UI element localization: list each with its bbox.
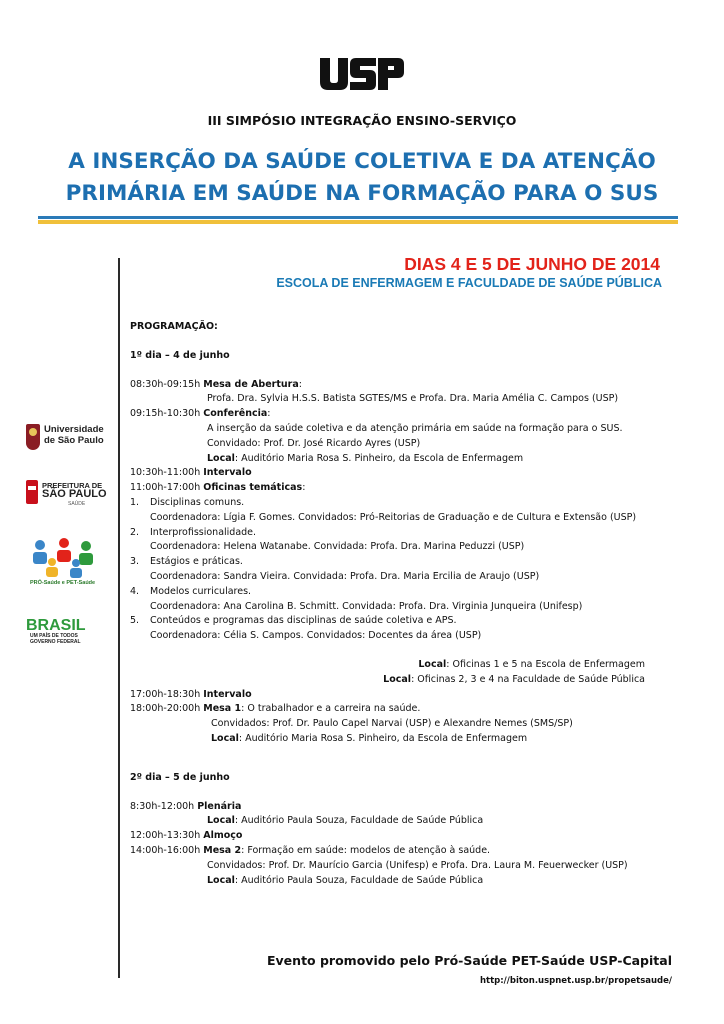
session-time: 10:30h-11:00h [130, 467, 204, 479]
session-conference [130, 407, 690, 422]
brasil-caption-line-1: UM PAÍS DE TODOS [30, 633, 78, 639]
workshop-coordinator: Coordenadora: Sandra Vieira. Convidada: Profa. Dra. Maria Ercilia de Araujo (USP) [150, 570, 540, 582]
session-title: Intervalo [203, 688, 252, 700]
session-conference-guest: Convidado: Prof. Dr. José Ricardo Ayres (USP) [207, 437, 421, 449]
local-value: : Oficinas 2, 3 e 4 na Faculdade de Saúde Pública [411, 673, 645, 685]
workshop-number: 3. [130, 556, 140, 568]
brasil-text: BRASIL [26, 617, 86, 632]
session-plenary [130, 800, 690, 815]
session-time: 11:00h-17:00h [130, 482, 204, 494]
session-break-1 [130, 466, 690, 481]
session-title: Mesa 2 [203, 844, 242, 856]
main-title [0, 146, 724, 210]
session-time: 8:30h-12:00h [130, 800, 198, 812]
usp-university-line-2: de São Paulo [44, 435, 104, 446]
workshop-title: Conteúdos e programas das disciplinas de saúde coletiva e APS. [150, 615, 457, 627]
session-time: 09:15h-10:30h [130, 408, 204, 420]
pro-saude-logo [24, 536, 114, 592]
main-title-line-2: PRIMÁRIA EM SAÚDE NA FORMAÇÃO PARA O SUS [65, 181, 659, 206]
brasil-caption [30, 633, 81, 645]
session-time: 08:30h-09:15h [130, 378, 204, 390]
session-time: 14:00h-16:00h [130, 844, 204, 856]
workshop-item [130, 555, 690, 570]
session-title: Plenária [197, 800, 242, 812]
workshop-number: 1. [130, 496, 140, 508]
workshop-item [130, 526, 690, 541]
local-label: Local [207, 874, 235, 886]
main-title-line-1: A INSERÇÃO DA SAÚDE COLETIVA E DA ATENÇÃO [68, 149, 656, 174]
vertical-divider [118, 258, 120, 978]
session-break-2 [130, 688, 690, 703]
session-panel-2-local [130, 874, 690, 889]
pro-saude-caption: PRÓ-Saúde e PET-Saúde [30, 580, 96, 586]
promoter-line: Evento promovido pelo Pró-Saúde PET-Saúde USP-Capital [267, 953, 672, 968]
session-title: Almoço [203, 830, 243, 842]
session-panel-1-local [130, 732, 690, 747]
workshop-coordinator: Coordenadora: Ana Carolina B. Schmitt. Convidada: Profa. Dra. Virginia Junqueira (Unifesp) [150, 600, 583, 612]
session-conference-topic: A inserção da saúde coletiva e da atenção primária em saúde na formação para o SUS. [207, 422, 623, 434]
local-label: Local [207, 452, 235, 464]
workshops-local-2 [130, 673, 690, 688]
local-label: Local [383, 673, 412, 685]
local-label: Local [418, 658, 447, 670]
usp-university-name [44, 424, 104, 446]
local-value: : Oficinas 1 e 5 na Escola de Enfermagem [446, 658, 645, 670]
session-time: 12:00h-13:30h [130, 830, 204, 842]
session-colon: : [302, 482, 306, 494]
session-panel-2-guests: Convidados: Prof. Dr. Maurício Garcia (Unifesp) e Profa. Dra. Laura M. Feuerwecker (USP) [207, 859, 628, 871]
session-time: 18:00h-20:00h [130, 703, 204, 715]
governo-federal-logo [24, 616, 114, 648]
session-lunch [130, 829, 690, 844]
program-heading: PROGRAMAÇÃO: [130, 321, 218, 332]
local-value: : Auditório Maria Rosa S. Pinheiro, da Escola de Enfermagem [234, 452, 524, 464]
local-label: Local [207, 815, 235, 827]
session-opening-people: Profa. Dra. Sylvia H.S.S. Batista SGTES/MS e Profa. Dra. Maria Amélia C. Campos (USP) [207, 393, 619, 405]
workshop-coordinator: Coordenadora: Célia S. Campos. Convidados: Docentes da área (USP) [150, 630, 482, 642]
usp-university-logo [24, 420, 114, 458]
day-1-heading: 1º dia – 4 de junho [130, 349, 230, 361]
workshop-coordinator: Coordenadora: Lígia F. Gomes. Convidados: Pró-Reitorias de Graduação e de Cultura e Extensão (USP) [150, 511, 637, 523]
prefeitura-line-2: SÃO PAULO [42, 488, 107, 500]
prefeitura-line-1: PREFEITURA DE [42, 481, 103, 490]
session-title: Mesa de Abertura [203, 378, 299, 390]
workshop-coordinator: Coordenadora: Helena Watanabe. Convidada: Profa. Dra. Marina Peduzzi (USP) [150, 541, 525, 553]
workshop-title: Modelos curriculares. [150, 585, 252, 597]
session-colon: : [267, 408, 271, 420]
prefeitura-crest-icon [26, 480, 38, 504]
local-value: : Auditório Maria Rosa S. Pinheiro, da Escola de Enfermagem [238, 732, 528, 744]
day-2-heading: 2º dia – 5 de junho [130, 771, 230, 783]
event-dates: DIAS 4 E 5 DE JUNHO DE 2014 [404, 254, 660, 274]
brasil-caption-line-2: GOVERNO FEDERAL [30, 639, 81, 645]
brasil-wordmark [24, 616, 98, 632]
divider-blue [38, 216, 678, 219]
session-topic: : O trabalhador e a carreira na saúde. [241, 703, 421, 715]
session-plenary-local [130, 814, 690, 829]
workshop-title: Estágios e práticas. [150, 556, 243, 568]
workshop-title: Disciplinas comuns. [150, 496, 245, 508]
session-title: Intervalo [203, 467, 252, 479]
session-topic: : Formação em saúde: modelos de atenção à saúde. [241, 844, 491, 856]
session-opening [130, 378, 690, 393]
workshop-number: 5. [130, 615, 140, 627]
event-venue: ESCOLA DE ENFERMAGEM E FACULDADE DE SAÚDE PÚBLICA [276, 276, 662, 290]
session-title: Conferência [203, 408, 268, 420]
prefeitura-logo [24, 477, 114, 511]
usp-university-line-1: Universidade [44, 424, 104, 435]
prefeitura-line-3: SAÚDE [68, 501, 86, 507]
local-label: Local [211, 732, 239, 744]
session-panel-1 [130, 702, 690, 717]
event-url[interactable]: http://biton.uspnet.usp.br/propetsaude/ [480, 976, 672, 986]
local-value: : Auditório Paula Souza, Faculdade de Saúde Pública [234, 874, 484, 886]
session-panel-2 [130, 844, 690, 859]
workshop-number: 4. [130, 585, 140, 597]
session-colon: : [298, 378, 302, 390]
local-value: : Auditório Paula Souza, Faculdade de Saúde Pública [234, 815, 484, 827]
symposium-title: III SIMPÓSIO INTEGRAÇÃO ENSINO-SERVIÇO [207, 113, 517, 128]
program [130, 320, 690, 888]
divider-gold [38, 220, 678, 224]
workshop-number: 2. [130, 526, 140, 538]
workshop-item [130, 614, 690, 629]
session-time: 17:00h-18:30h [130, 688, 204, 700]
session-title: Mesa 1 [203, 703, 242, 715]
usp-logo [318, 56, 406, 92]
usp-logo-graphic [318, 56, 406, 92]
workshops-local-1 [130, 658, 690, 673]
pro-saude-figures-icon [24, 536, 104, 580]
workshop-title: Interprofissionalidade. [150, 526, 257, 538]
workshop-item [130, 496, 690, 511]
workshop-item [130, 585, 690, 600]
session-panel-1-guests: Convidados: Prof. Dr. Paulo Capel Narvai (USP) e Alexandre Nemes (SMS/SP) [211, 718, 573, 730]
session-title: Oficinas temáticas [203, 482, 303, 494]
session-conference-local [130, 452, 690, 467]
usp-shield-icon [26, 424, 40, 450]
session-workshops [130, 481, 690, 496]
